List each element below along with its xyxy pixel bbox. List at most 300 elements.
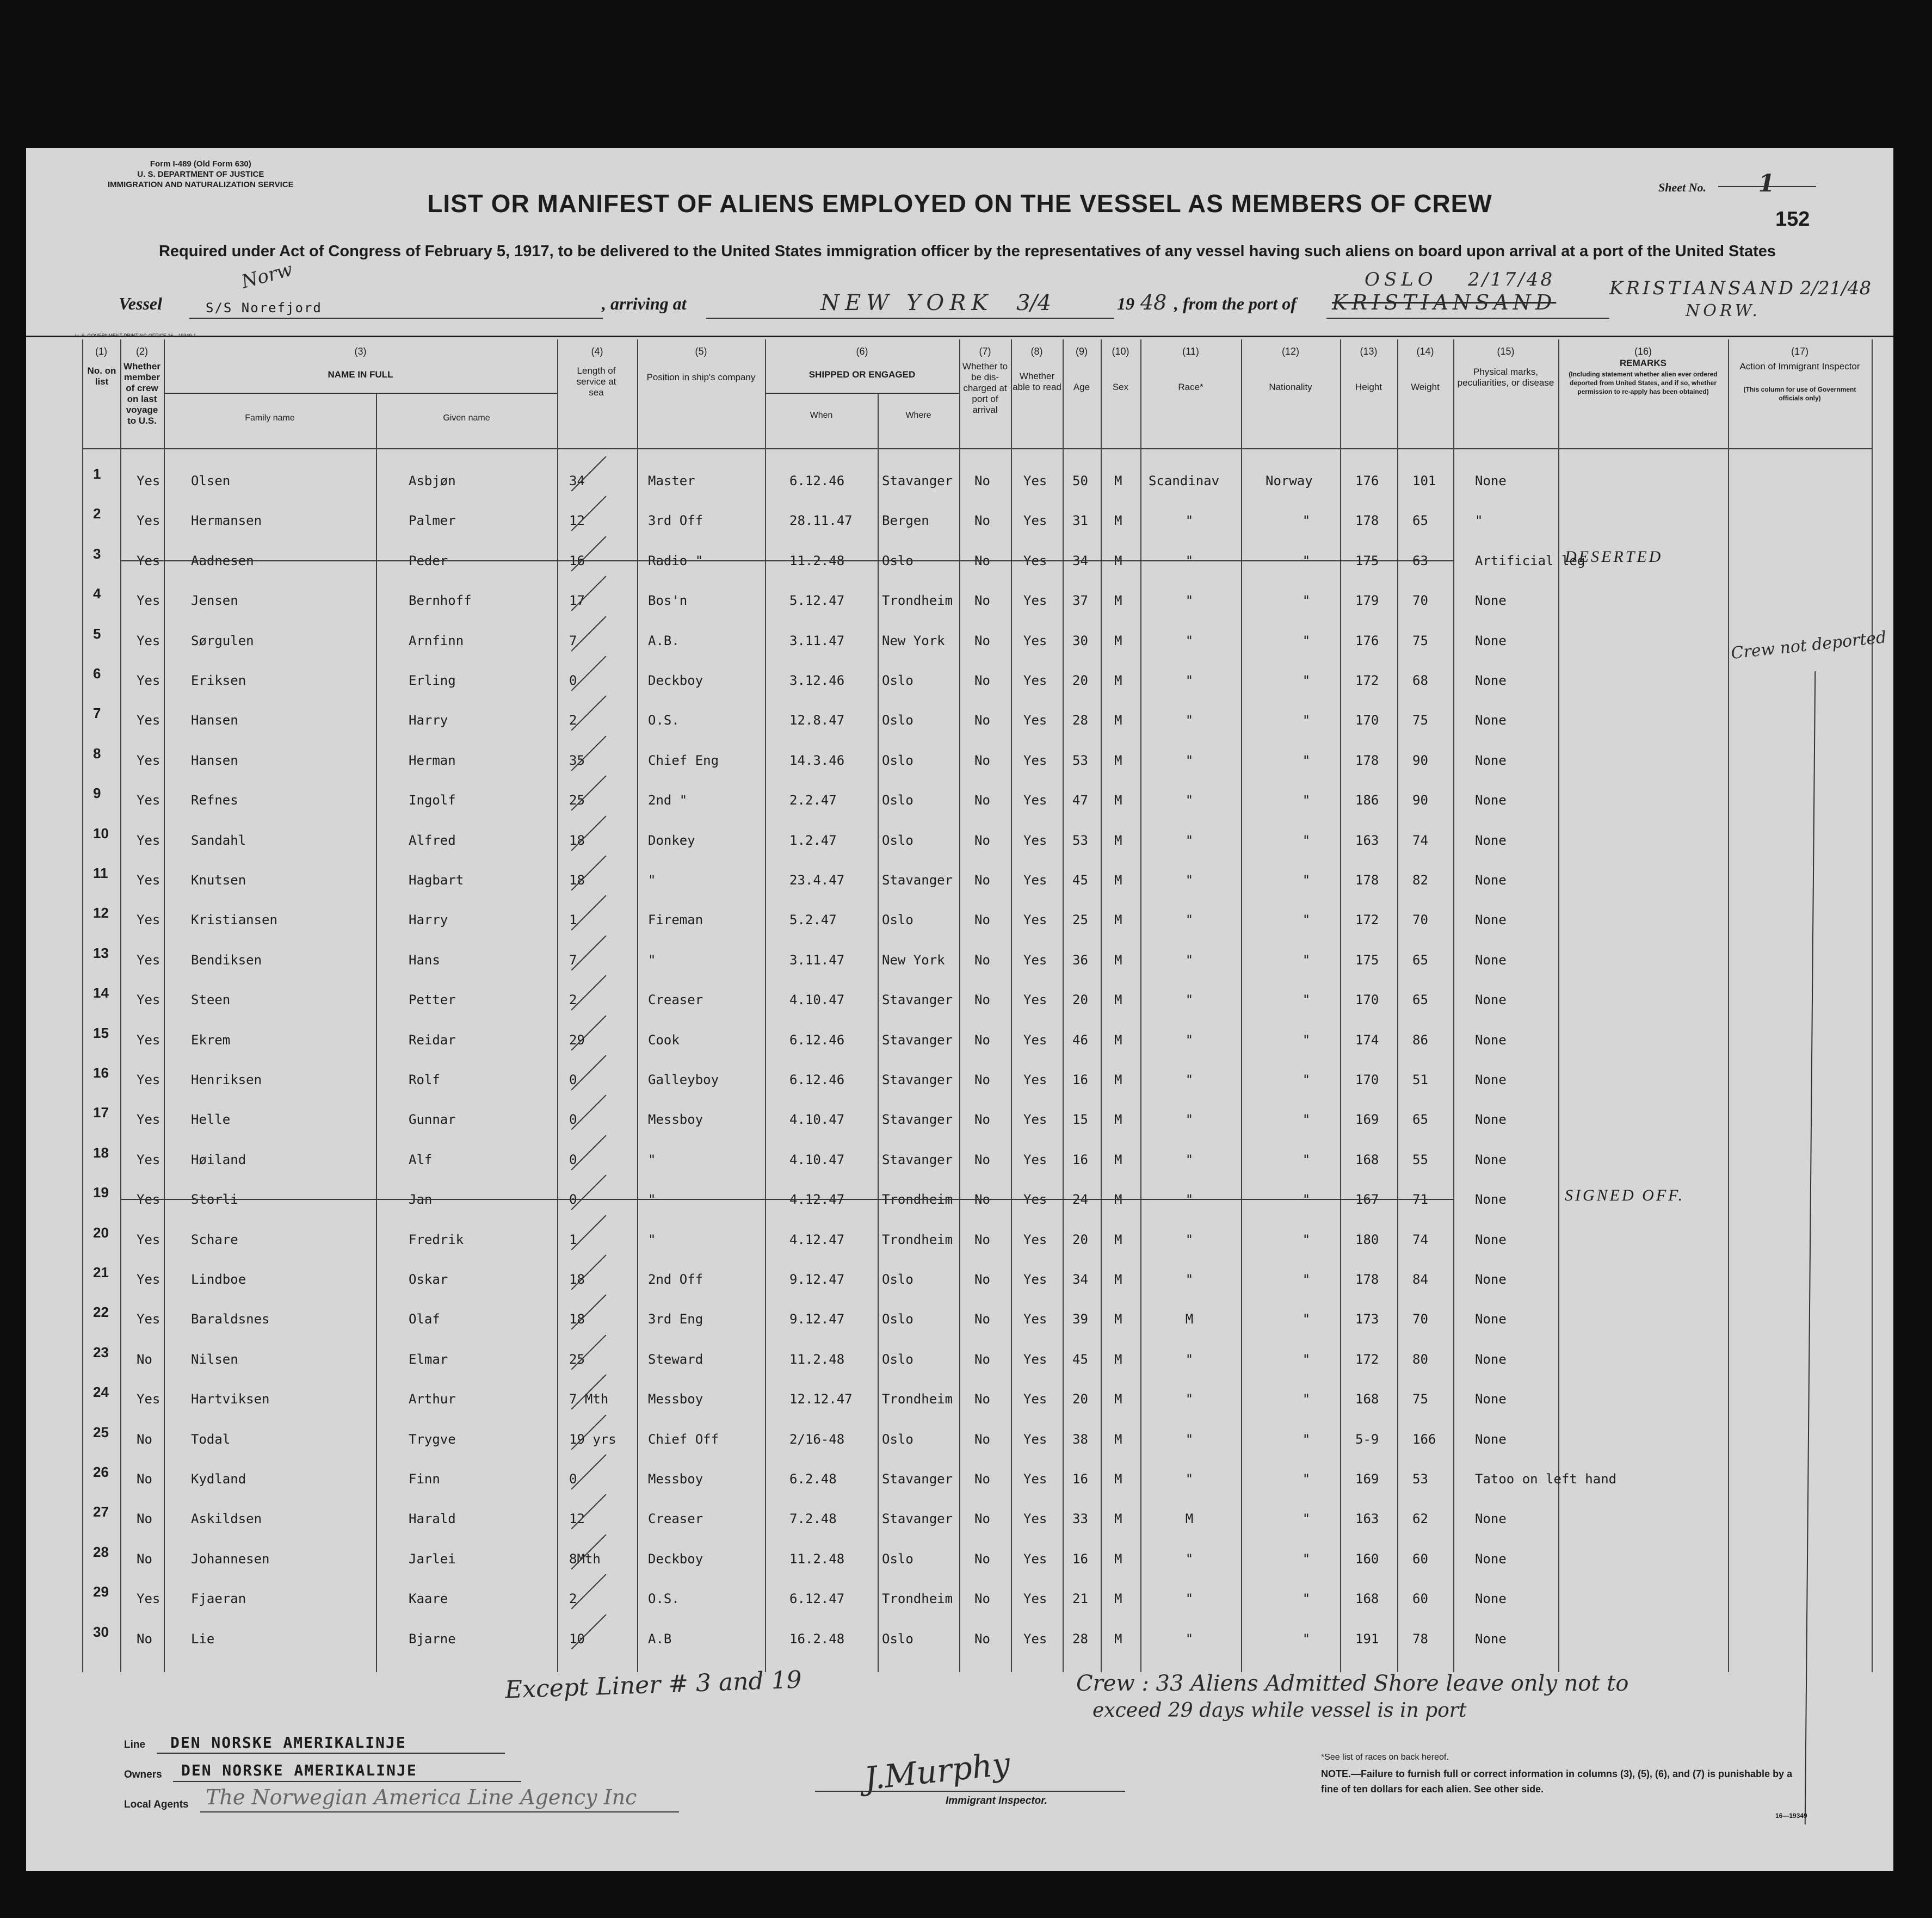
cell-age: 39 [1072,1311,1088,1327]
row-number: 12 [93,905,109,921]
cell-nationality: " [1302,1072,1311,1087]
cell-height: 170 [1355,713,1379,728]
cell-service-length: 2 [569,992,577,1008]
cell-shipped-when: 3.11.47 [789,952,845,968]
cell-able-to-read: Yes [1023,1311,1047,1327]
table-row [82,1059,1872,1098]
cell-service-length: 19 yrs [569,1431,616,1447]
col-header-service: Length of service at sea [576,366,616,398]
cell-shipped-when: 16.2.48 [789,1631,845,1647]
vessel-row [119,294,162,314]
row-strikethrough [120,560,1453,561]
cell-discharged: No [974,1112,990,1128]
cell-given-name: Arnfinn [409,633,464,648]
cell-shipped-where: Trondheim [882,1232,953,1247]
cell-position: Cook [648,1032,680,1048]
cell-remark: SIGNED OFF. [1565,1186,1685,1205]
cell-shipped-when: 11.2.48 [789,553,845,568]
row-number: 30 [93,1623,109,1640]
cell-service-length: 0 [569,673,577,688]
colnum-6: (6) [856,346,868,357]
row-number: 6 [93,665,101,682]
arrival-date: 3/4 [1016,290,1052,315]
cell-physical-marks: None [1475,1232,1507,1247]
cell-nationality: " [1302,793,1311,808]
cell-sex: M [1114,713,1122,728]
cell-age: 24 [1072,1192,1088,1208]
cell-discharged: No [974,713,990,728]
cell-discharged: No [974,1192,990,1208]
cell-height: 178 [1355,873,1379,888]
cell-given-name: Jarlei [409,1551,456,1567]
cell-given-name: Petter [409,992,456,1008]
cell-shipped-where: Stavanger [882,873,953,888]
table-row [82,1179,1872,1218]
cell-nationality: Norway [1266,473,1313,488]
colnum-17: (17) [1791,346,1808,357]
cell-age: 20 [1072,1391,1088,1407]
cell-weight: 84 [1412,1272,1428,1287]
cell-age: 16 [1072,1152,1088,1167]
cell-weight: 62 [1412,1511,1428,1527]
cell-weight: 65 [1412,992,1428,1008]
row-number: 16 [93,1065,109,1081]
cell-sex: M [1114,1232,1122,1247]
cell-nationality: " [1302,1591,1311,1607]
cell-height: 191 [1355,1631,1379,1647]
cell-physical-marks: None [1475,713,1507,728]
cell-height: 178 [1355,1272,1379,1287]
cell-able-to-read: Yes [1023,593,1047,609]
shipped-header-rule [765,393,959,394]
cell-able-to-read: Yes [1023,1232,1047,1247]
cell-prev-voyage: Yes [137,1272,161,1287]
cell-able-to-read: Yes [1023,1032,1047,1048]
col-header-number: No. on list [87,366,116,387]
cell-prev-voyage: No [137,1511,152,1527]
cell-discharged: No [974,1272,990,1287]
sheet-label: Sheet No. [1658,181,1706,194]
cell-family-name: Kristiansen [191,912,277,928]
row-number: 23 [93,1344,109,1360]
cell-physical-marks: None [1475,633,1507,648]
colnum-15: (15) [1497,346,1515,357]
cell-service-length: 1 [569,912,577,928]
cell-age: 20 [1072,673,1088,688]
cell-shipped-when: 28.11.47 [789,513,853,529]
cell-physical-marks: None [1475,1311,1507,1327]
cell-age: 28 [1072,713,1088,728]
cell-race: " [1185,793,1194,808]
cell-nationality: " [1302,1431,1311,1447]
cell-service-length: 0 [569,1152,577,1167]
cell-shipped-when: 6.12.46 [789,1032,845,1048]
cell-given-name: Kaare [409,1591,448,1607]
cell-family-name: Ekrem [191,1032,231,1048]
cell-prev-voyage: No [137,1471,152,1487]
colnum-3: (3) [354,346,367,357]
table-row [82,500,1872,539]
cell-physical-marks: None [1475,1272,1507,1287]
colnum-14: (14) [1416,346,1434,357]
owners-label: Owners [124,1769,162,1780]
table-row [82,1498,1872,1537]
arrival-line [706,318,1114,319]
cell-discharged: No [974,752,990,768]
cell-shipped-when: 4.10.47 [789,1112,845,1128]
table-row [82,540,1872,579]
cell-height: 169 [1355,1471,1379,1487]
table-row [82,779,1872,819]
table-row [82,460,1872,499]
cell-age: 33 [1072,1511,1088,1527]
cell-shipped-when: 4.10.47 [789,1152,845,1167]
cell-race: " [1185,752,1194,768]
cell-prev-voyage: Yes [137,1152,161,1167]
cell-service-length: 25 [569,793,585,808]
cell-race: " [1185,1272,1194,1287]
cell-race: " [1185,992,1194,1008]
cell-race: " [1185,952,1194,968]
cell-shipped-when: 14.3.46 [789,752,845,768]
cell-shipped-where: Trondheim [882,1192,953,1208]
row-number: 19 [93,1184,109,1201]
cell-physical-marks: None [1475,473,1507,488]
cell-position: Chief Off [648,1431,719,1447]
cell-prev-voyage: Yes [137,752,161,768]
cell-prev-voyage: Yes [137,593,161,609]
cell-able-to-read: Yes [1023,1591,1047,1607]
cell-nationality: " [1302,1511,1311,1527]
row-number: 22 [93,1304,109,1321]
cell-prev-voyage: Yes [137,793,161,808]
cell-nationality: " [1302,912,1311,928]
cell-discharged: No [974,1072,990,1087]
cell-position: Master [648,473,695,488]
cell-sex: M [1114,952,1122,968]
cell-physical-marks: None [1475,873,1507,888]
cell-given-name: Harry [409,713,448,728]
cell-height: 163 [1355,1511,1379,1527]
row-number: 20 [93,1224,109,1241]
name-header-rule [164,393,557,394]
col-header-name: NAME IN FULL [328,369,393,380]
cell-race: " [1185,1551,1194,1567]
col-header-weight: Weight [1411,382,1440,392]
cell-prev-voyage: Yes [137,952,161,968]
cell-weight: 80 [1412,1351,1428,1367]
cell-sex: M [1114,793,1122,808]
cell-nationality: " [1302,1351,1311,1367]
cell-sex: M [1114,1431,1122,1447]
cell-sex: M [1114,1272,1122,1287]
cell-nationality: " [1302,593,1311,609]
cell-position: Fireman [648,912,703,928]
cell-discharged: No [974,1591,990,1607]
cell-shipped-when: 5.2.47 [789,912,837,928]
cell-age: 31 [1072,513,1088,529]
cell-sex: M [1114,1631,1122,1647]
cell-height: 176 [1355,633,1379,648]
col-header-height: Height [1355,382,1382,392]
cell-able-to-read: Yes [1023,553,1047,568]
col-header-nationality: Nationality [1269,382,1312,392]
col-header-shipped: SHIPPED OR ENGAGED [808,369,916,380]
cell-able-to-read: Yes [1023,1391,1047,1407]
cell-sex: M [1114,1351,1122,1367]
cell-sex: M [1114,1391,1122,1407]
cell-shipped-where: Stavanger [882,1152,953,1167]
row-number: 1 [93,466,101,482]
cell-family-name: Baraldsnes [191,1311,270,1327]
row-number: 8 [93,745,101,762]
cell-sex: M [1114,752,1122,768]
cell-position: Messboy [648,1471,703,1487]
cell-nationality: " [1302,673,1311,688]
colnum-7: (7) [979,346,991,357]
cell-position: 3rd Off [648,513,703,529]
department: U. S. DEPARTMENT OF JUSTICE [137,170,264,179]
cell-height: 175 [1355,952,1379,968]
except-note: Except Liner # 3 and 19 [504,1666,803,1704]
cell-service-length: 12 [569,513,585,529]
cell-family-name: Knutsen [191,873,246,888]
cell-nationality: " [1302,1152,1311,1167]
cell-weight: 71 [1412,1192,1428,1208]
cell-race: " [1185,633,1194,648]
cell-physical-marks: None [1475,1072,1507,1087]
cell-age: 37 [1072,593,1088,609]
form-number: Form I-489 (Old Form 630) [150,159,251,169]
cell-physical-marks: None [1475,673,1507,688]
cell-shipped-where: Stavanger [882,1072,953,1087]
table-row [82,1419,1872,1458]
cell-service-length: 35 [569,752,585,768]
cell-weight: 53 [1412,1471,1428,1487]
cell-age: 34 [1072,1272,1088,1287]
cell-weight: 86 [1412,1032,1428,1048]
cell-sex: M [1114,633,1122,648]
cell-height: 167 [1355,1192,1379,1208]
cell-race: " [1185,873,1194,888]
cell-discharged: No [974,952,990,968]
cell-nationality: " [1302,1311,1311,1327]
cell-given-name: Arthur [409,1391,456,1407]
colnum-10: (10) [1112,346,1129,357]
cell-discharged: No [974,793,990,808]
colnum-11: (11) [1182,346,1199,357]
cell-race: " [1185,513,1194,529]
row-number: 28 [93,1543,109,1560]
cell-nationality: " [1302,832,1311,848]
cell-race: M [1185,1511,1194,1527]
cell-family-name: Eriksen [191,673,246,688]
cell-discharged: No [974,1232,990,1247]
cell-shipped-when: 9.12.47 [789,1272,845,1287]
cell-weight: 74 [1412,1232,1428,1247]
cell-position: Messboy [648,1391,703,1407]
cell-race: " [1185,1032,1194,1048]
vessel-name-line [189,318,603,319]
row-number: 17 [93,1104,109,1121]
cell-able-to-read: Yes [1023,1431,1047,1447]
cell-physical-marks: None [1475,1511,1507,1527]
cell-service-length: 1 [569,1232,577,1247]
page-subtitle: Required under Act of Congress of February 5, 1917, to be delivered to the United States immigration officer by the representatives of any vessel having such aliens on board upon arrival at a port of the United States [158,243,1776,260]
cell-weight: 166 [1412,1431,1436,1447]
col-header-remarks: REMARKS [1620,358,1666,368]
cell-nationality: " [1302,713,1311,728]
row-number: 15 [93,1024,109,1041]
cell-shipped-when: 6.2.48 [789,1471,837,1487]
cell-shipped-when: 7.2.48 [789,1511,837,1527]
cell-sex: M [1114,593,1122,609]
cell-position: A.B [648,1631,672,1647]
cell-shipped-where: Stavanger [882,992,953,1008]
vessel-flag: Norw [239,258,295,293]
cell-age: 28 [1072,1631,1088,1647]
cell-discharged: No [974,912,990,928]
table-row [82,580,1872,619]
cell-sex: M [1114,873,1122,888]
table-row [82,979,1872,1018]
cell-height: 172 [1355,673,1379,688]
cell-position: Deckboy [648,673,703,688]
cell-nationality: " [1302,513,1311,529]
cell-nationality: " [1302,1232,1311,1247]
cell-able-to-read: Yes [1023,992,1047,1008]
cell-given-name: Peder [409,553,448,568]
cell-able-to-read: Yes [1023,473,1047,488]
cell-age: 50 [1072,473,1088,488]
alt-port: KRISTIANSAND [1609,277,1796,299]
colnum-13: (13) [1360,346,1378,357]
line-value: DEN NORSKE AMERIKALINJE [170,1734,406,1752]
cell-service-length: 12 [569,1511,585,1527]
cell-shipped-where: Oslo [882,1311,913,1327]
cell-weight: 60 [1412,1551,1428,1567]
gpo-imprint: U. S. GOVERNMENT PRINTING OFFICE 16—19349-1 [75,333,196,338]
cell-physical-marks: None [1475,912,1507,928]
row-number: 7 [93,705,101,722]
cell-shipped-where: Stavanger [882,1032,953,1048]
cell-age: 16 [1072,1072,1088,1087]
cell-shipped-when: 4.12.47 [789,1232,845,1247]
sheet-number-value: 1 [1758,170,1775,197]
cell-prev-voyage: Yes [137,1032,161,1048]
cell-shipped-where: Oslo [882,793,913,808]
cell-able-to-read: Yes [1023,1631,1047,1647]
cell-family-name: Hartviksen [191,1391,270,1407]
cell-shipped-where: Trondheim [882,1591,953,1607]
cell-family-name: Bendiksen [191,952,262,968]
cell-physical-marks: None [1475,832,1507,848]
cell-shipped-where: Oslo [882,832,913,848]
cell-weight: 75 [1412,1391,1428,1407]
cell-age: 15 [1072,1112,1088,1128]
cell-height: 160 [1355,1551,1379,1567]
table-row [82,859,1872,899]
cell-weight: 75 [1412,633,1428,648]
row-number: 10 [93,825,109,842]
cell-service-length: 34 [569,473,585,488]
cell-family-name: Storli [191,1192,238,1208]
cell-nationality: " [1302,1272,1311,1287]
header-rule [26,336,1893,337]
cell-sex: M [1114,513,1122,529]
cell-service-length: 7 [569,952,577,968]
cell-given-name: Harry [409,912,448,928]
col-header-discharged: Whether to be dis-charged at port of arrival [962,361,1008,415]
cell-age: 25 [1072,912,1088,928]
col-header-inspector-action: Action of Immigrant Inspector [1739,361,1860,372]
cell-able-to-read: Yes [1023,633,1047,648]
cell-given-name: Olaf [409,1311,440,1327]
alt-country: NORW. [1686,301,1761,320]
cell-discharged: No [974,473,990,488]
cell-family-name: Lie [191,1631,215,1647]
cell-able-to-read: Yes [1023,1192,1047,1208]
table-row [82,1458,1872,1498]
cell-family-name: Sandahl [191,832,246,848]
cell-prev-voyage: Yes [137,673,161,688]
cell-service-length: 17 [569,593,585,609]
cell-service-length: 29 [569,1032,585,1048]
row-number: 4 [93,585,101,602]
cell-race: " [1185,1431,1194,1447]
cell-height: 168 [1355,1152,1379,1167]
cell-family-name: Jensen [191,593,238,609]
cell-prev-voyage: Yes [137,553,161,568]
cell-weight: 70 [1412,593,1428,609]
cell-able-to-read: Yes [1023,912,1047,928]
cell-shipped-when: 11.2.48 [789,1551,845,1567]
cell-family-name: Todal [191,1431,231,1447]
owners-underline [173,1781,521,1782]
cell-discharged: No [974,1511,990,1527]
cell-discharged: No [974,832,990,848]
cell-family-name: Olsen [191,473,231,488]
cell-able-to-read: Yes [1023,832,1047,848]
cell-shipped-where: New York [882,952,945,968]
cell-discharged: No [974,1351,990,1367]
cell-weight: 70 [1412,912,1428,928]
cell-family-name: Schare [191,1232,238,1247]
cell-height: 174 [1355,1032,1379,1048]
cell-service-length: 16 [569,553,585,568]
cell-race: " [1185,1591,1194,1607]
cell-race: " [1185,1152,1194,1167]
cell-shipped-when: 2.2.47 [789,793,837,808]
table-row [82,899,1872,938]
table-row [82,939,1872,979]
col-header-race: Race* [1178,382,1203,392]
cell-physical-marks: None [1475,1152,1507,1167]
cell-service-length: 8Mth [569,1551,601,1567]
cell-height: 170 [1355,992,1379,1008]
table-row [82,1019,1872,1059]
col-header-read: Whether able to read [1013,371,1061,392]
cell-given-name: Erling [409,673,456,688]
table-row [82,820,1872,859]
cell-family-name: Hansen [191,752,238,768]
page-number: 152 [1775,208,1810,231]
cell-position: Galleyboy [648,1072,719,1087]
page-title: LIST OR MANIFEST OF ALIENS EMPLOYED ON THE VESSEL AS MEMBERS OF CREW [427,189,1492,218]
form-code: 16—19349 [1775,1812,1807,1820]
cell-race: " [1185,1631,1194,1647]
from-port-oslo: OSLO [1365,269,1437,290]
